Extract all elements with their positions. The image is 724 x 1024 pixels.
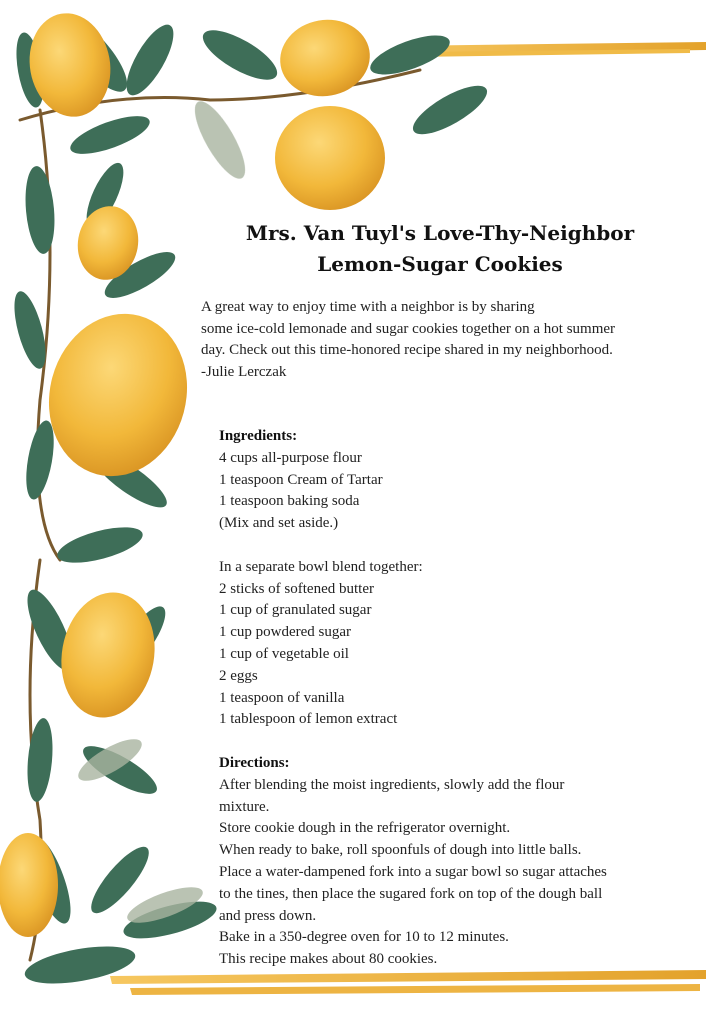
intro-line: -Julie Lerczak bbox=[201, 363, 287, 380]
ingredient-item: 4 cups all-purpose flour bbox=[219, 449, 362, 466]
recipe-title bbox=[220, 218, 660, 280]
ingredient-item: 1 cup powdered sugar bbox=[219, 624, 352, 641]
direction-line: Store cookie dough in the refrigerator overnight. bbox=[219, 820, 511, 837]
direction-line: This recipe makes about 80 cookies. bbox=[219, 951, 438, 968]
direction-line: After blending the moist ingredients, slowly add the flour bbox=[219, 776, 565, 793]
intro-line: day. Check out this time-honored recipe shared in my neighborhood. bbox=[201, 342, 613, 358]
direction-line: Place a water-dampened fork into a sugar bowl so sugar attaches bbox=[219, 863, 607, 880]
direction-line: Bake in a 350-degree oven for 10 to 12 minutes. bbox=[219, 929, 509, 946]
intro-line: A great way to enjoy time with a neighbor is by sharing bbox=[201, 299, 535, 315]
wet-ingredients-intro: In a separate bowl blend together: bbox=[219, 558, 423, 575]
direction-line: and press down. bbox=[219, 907, 317, 924]
ingredient-item: 1 cup of granulated sugar bbox=[219, 602, 372, 619]
ingredient-item: 1 teaspoon baking soda bbox=[219, 493, 360, 510]
ingredient-item: (Mix and set aside.) bbox=[219, 515, 339, 532]
title-line: Lemon-Sugar Cookies bbox=[317, 252, 563, 276]
ingredients-heading: Ingredients: bbox=[219, 428, 298, 444]
direction-line: When ready to bake, roll spoonfuls of dough into little balls. bbox=[219, 842, 582, 859]
ingredient-item: 1 teaspoon Cream of Tartar bbox=[219, 471, 383, 488]
directions-heading: Directions: bbox=[219, 754, 290, 771]
ingredient-item: 2 eggs bbox=[219, 667, 258, 684]
ingredient-item: 1 teaspoon of vanilla bbox=[219, 689, 345, 706]
direction-line: to the tines, then place the sugared fork on top of the dough ball bbox=[219, 885, 603, 902]
gold-brush-stroke-bottom bbox=[110, 970, 706, 995]
ingredient-item: 2 sticks of softened butter bbox=[219, 580, 374, 597]
direction-line: mixture. bbox=[219, 798, 270, 815]
ingredient-item: 1 cup of vegetable oil bbox=[219, 645, 349, 662]
intro-paragraph bbox=[201, 297, 716, 383]
intro-line: some ice-cold lemonade and sugar cookies together on a hot summer bbox=[201, 320, 616, 337]
title-line: Mrs. Van Tuyl's Love-Thy-Neighbor bbox=[245, 221, 635, 245]
spacer bbox=[219, 731, 709, 753]
recipe-body bbox=[219, 426, 709, 971]
spacer bbox=[219, 535, 709, 557]
ingredient-item: 1 tablespoon of lemon extract bbox=[219, 711, 398, 728]
